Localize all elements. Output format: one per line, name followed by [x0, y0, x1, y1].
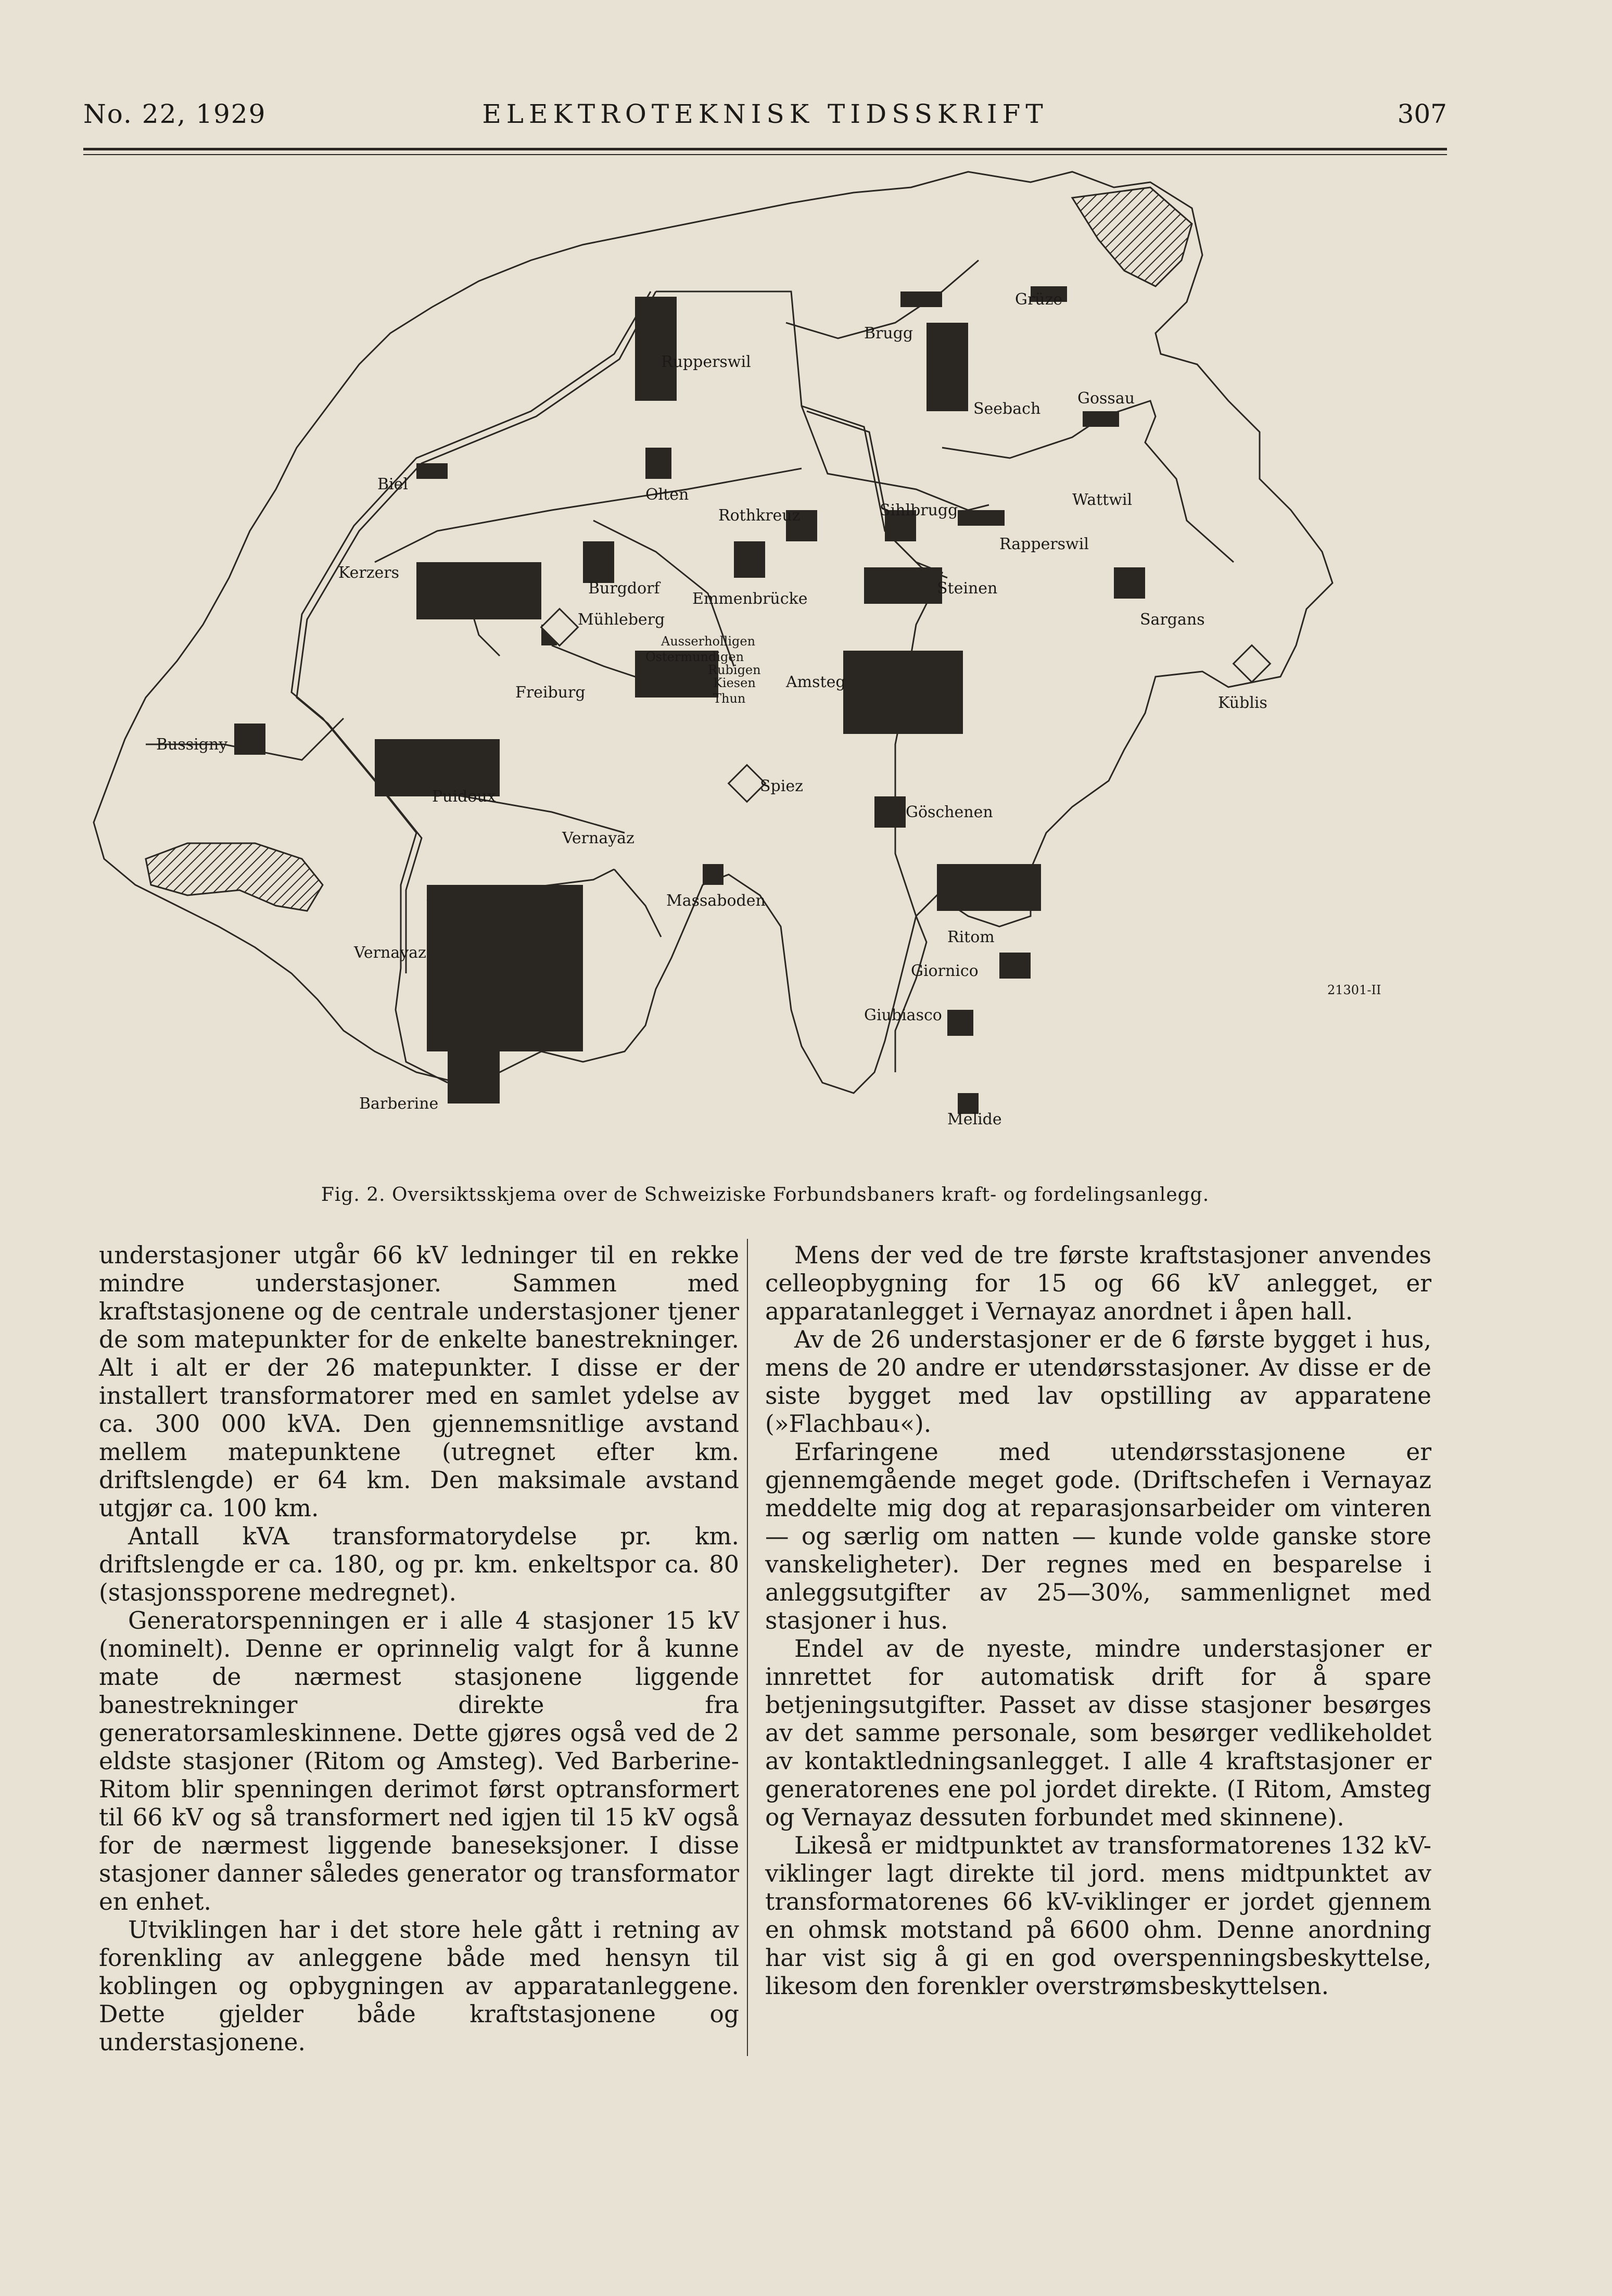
station-symbol-burgdorf: [583, 541, 614, 583]
station-symbol-massaboden: [703, 864, 724, 885]
station-symbol-seebach: [926, 323, 968, 411]
right-paragraph-2: Av de 26 understasjoner er de 6 første bygget i hus, mens de 20 andre er utendørsstasjoner. Av disse er de siste bygget med lav opstilling av apparatene (»Flachbau«).: [765, 1326, 1431, 1438]
station-symbol-vernayaz: [427, 885, 583, 1051]
border-outline: [94, 172, 1332, 1093]
label-thun: Thun: [713, 691, 746, 706]
station-symbol-giornico: [999, 953, 1031, 979]
header-rule-thick: [83, 148, 1447, 150]
label-vernayaz-south: Vernayaz: [354, 944, 426, 962]
station-symbol-ritom: [937, 864, 1041, 911]
right-paragraph-4: Endel av de nyeste, mindre understasjoner er innrettet for automatisk drift for å spare betjeningsutgifter. Passet av disse stasjoner besørges av det samme personale, som besørger vedlikeholdet av kontaktledningsanlegget. I alle 4 kraftstasjoner er generatorenes ene pol jordet direkte. (I Ritom, Amsteg og Vernayaz dessuten forbundet med skinnene).: [765, 1635, 1431, 1831]
label-puidoux: Puidoux: [432, 788, 496, 806]
journal-title: ELEKTROTEKNISK TIDSSKRIFT: [482, 99, 1048, 129]
label-muehleberg: Mühleberg: [578, 611, 665, 629]
label-gossau: Gossau: [1077, 389, 1135, 408]
left-paragraph-3: Generatorspenningen er i alle 4 stasjoner 15 kV (nominelt). Denne er oprinnelig valgt for å kunne mate de nærmest stasjonene liggende banestrekninger direkte fra generatorsamleskinnene. Dette gjøres også ved de 2 eldste stasjoner (Ritom og Amsteg). Ved Barberine-Ritom blir spenningen derimot først optransformert til 66 kV og så transformert ned igjen til 15 kV også for de nærmest liggende baneseksjoner. I disse stasjoner danner således generator og transformator en enhet.: [99, 1607, 739, 1916]
label-kueblis: Küblis: [1218, 694, 1267, 712]
station-symbol-bussigny: [234, 724, 265, 755]
label-amsteg: Amsteg: [786, 673, 846, 691]
lake-geneva: [146, 843, 323, 911]
label-kiesen: Kiesen: [713, 676, 756, 690]
label-barberine: Barberine: [359, 1095, 439, 1113]
left-paragraph-1: understasjoner utgår 66 kV ledninger til en rekke mindre understasjoner. Sammen med kraftstasjonene og de centrale understasjoner tjener de som matepunkter for de enkelte banestrekninger. Alt i alt er der 26 matepunkter. I disse er der installert transformatorer med en samlet ydelse av ca. 300 000 kVA. Den gjennemsnitlige avstand mellem matepunktene (utregnet efter km. driftslengde) er 64 km. Den maksimale avstand utgjør ca. 100 km.: [99, 1241, 739, 1522]
lake-bodensee: [1072, 187, 1192, 286]
station-symbol-rupperswil: [635, 297, 677, 401]
label-grueze: Grüze: [1015, 290, 1063, 309]
label-sargans: Sargans: [1140, 611, 1205, 629]
station-symbol-steinen: [864, 567, 942, 604]
right-paragraph-3: Erfaringene med utendørsstasjonene er gjennemgående meget gode. (Driftschefen i Vernayaz meddelte mig dog at reparasjonsarbeider om vinteren — og særlig om natten — kunde volde ganske store vanskeligheter). Der regnes med en besparelse i anleggsutgifter av 25—30%, sammenlignet med stasjoner i hus.: [765, 1438, 1431, 1634]
station-symbol-giubiasco: [947, 1010, 973, 1036]
station-symbol-goeschenen: [874, 796, 906, 828]
running-header: [83, 99, 1447, 141]
left-paragraph-2: Antall kVA transformatorydelse pr. km. driftslengde er ca. 180, og pr. km. enkeltspor ca. 80 (stasjonssporene medregnet).: [99, 1523, 739, 1606]
label-brugg: Brugg: [864, 324, 913, 343]
label-sihlbrugg: Sihlbrugg: [880, 501, 958, 519]
network-map-figure: [83, 167, 1447, 1187]
label-biel: Biel: [377, 475, 408, 493]
label-vernayaz-north: Vernayaz: [562, 829, 634, 847]
right-paragraph-5: Likeså er midtpunktet av transformatorenes 132 kV-viklinger lagt direkte til jord. mens midtpunktet av transformatorenes 66 kV-viklinger er jordet gjennem en ohmsk motstand på 6600 ohm. Denne anordning har vist sig å gi en god overspenningsbeskyttelse, likesom den forenkler overstrømsbeskyttelsen.: [765, 1832, 1431, 2000]
label-giornico: Giornico: [911, 962, 979, 980]
label-burgdorf: Burgdorf: [588, 579, 660, 598]
right-column: [765, 1241, 1431, 2000]
right-paragraph-1: Mens der ved de tre første kraftstasjoner anvendes celleopbygning for 15 og 66 kV anlegget, er apparatanlegget i Vernayaz anordnet i åpen hall.: [765, 1241, 1431, 1325]
station-symbol-barberine: [448, 1051, 500, 1103]
label-freiburg: Freiburg: [515, 683, 586, 702]
label-spiez: Spiez: [760, 777, 803, 795]
label-ostermundigen: Ostermundigen: [645, 650, 744, 664]
label-massaboden: Massaboden: [666, 892, 766, 910]
station-symbol-gossau: [1083, 411, 1119, 427]
label-rubigen: Rubigen: [708, 663, 761, 677]
label-ritom: Ritom: [947, 928, 995, 946]
label-seebach: Seebach: [973, 400, 1041, 418]
network-map-svg: [83, 167, 1447, 1187]
issue-number: No. 22, 1929: [83, 99, 266, 129]
station-symbol-emmenbruecke: [734, 541, 765, 578]
figure-caption: Fig. 2. Oversiktsskjema over de Schweiziske Forbundsbaners kraft- og fordelingsanlegg.: [321, 1184, 1210, 1206]
page-number: 307: [1397, 99, 1447, 129]
station-symbol-sargans: [1114, 567, 1145, 599]
station-symbol-amsteg: [843, 651, 963, 734]
label-wattwil: Wattwil: [1072, 491, 1133, 509]
symbol-kueblis: [1234, 645, 1271, 682]
label-melide: Melide: [947, 1110, 1002, 1128]
drawing-number: 21301-II: [1327, 983, 1381, 997]
left-paragraph-4: Utviklingen har i det store hele gått i retning av forenkling av anleggene både med hensyn til koblingen og opbygningen av apparatanleggene. Dette gjelder både kraftstasjonene og understasjonene.: [99, 1916, 739, 2056]
label-goeschenen: Göschenen: [906, 803, 993, 821]
label-ausserholligen: Ausserholligen: [661, 634, 756, 649]
label-rothkreuz: Rothkreuz: [718, 506, 801, 525]
station-symbol-biel: [416, 463, 448, 479]
label-bussigny: Bussigny: [156, 735, 228, 754]
left-column: [99, 1241, 739, 2057]
label-emmenbruecke: Emmenbrücke: [692, 590, 808, 608]
label-steinen: Steinen: [937, 579, 998, 598]
station-symbol-brugg: [900, 291, 942, 307]
label-rupperswil: Rupperswil: [661, 353, 751, 371]
label-rapperswil: Rapperswil: [999, 535, 1089, 553]
label-giubiasco: Giubiasco: [864, 1006, 942, 1024]
header-rule-thin: [83, 154, 1447, 155]
station-symbol-olten: [645, 448, 671, 479]
column-divider: [747, 1239, 748, 2056]
station-symbol-rapperswil: [958, 510, 1005, 526]
label-kerzers: Kerzers: [338, 564, 399, 582]
station-symbol-kerzers: [416, 562, 541, 619]
label-olten: Olten: [645, 486, 689, 504]
